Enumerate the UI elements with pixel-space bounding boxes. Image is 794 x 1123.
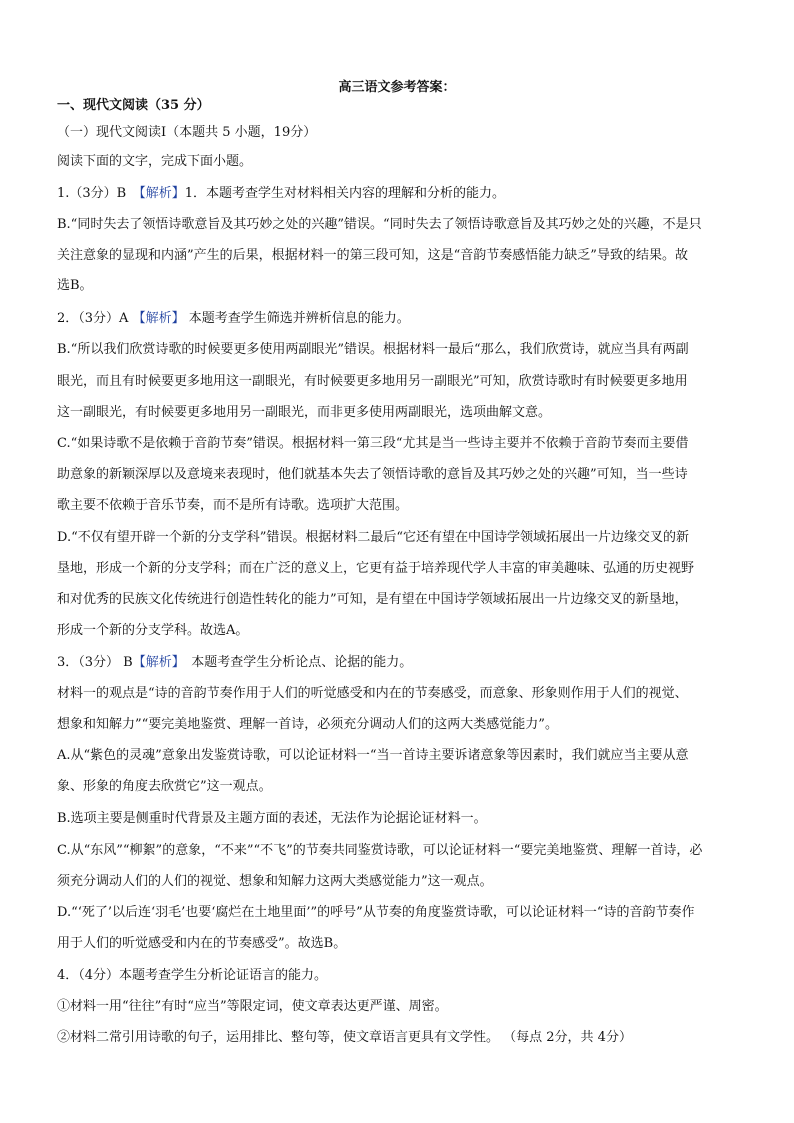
q1-answer: 1.（3分）B xyxy=(57,186,127,201)
q2-line: B.“所以我们欣赏诗歌的时候要更多使用两副眼光”错误。根据材料一最后“那么，我们欣赏诗，就应当具有两副 xyxy=(57,342,689,357)
q3-analysis-tag: 【解析】 xyxy=(132,655,179,670)
q1-heading xyxy=(57,184,747,204)
q1-line: B.“同时失去了领悟诗歌意旨及其巧妙之处的兴趣”错误。“同时失去了领悟诗歌意旨及其巧妙之处的兴趣，不是只 xyxy=(57,217,702,232)
q3-line: 想象和知解力”“要完美地鉴赏、理解一首诗，必须充分调动人们的这两大类感觉能力”。 xyxy=(57,717,558,732)
q4-heading: 4．（4分）本题考查学生分析论证语言的能力。 xyxy=(57,968,328,983)
q3-line: D.“‘死了’以后连‘羽毛’也要‘腐烂在土地里面’”的呼号”从节奏的角度鉴赏诗歌，可以论证材料一“诗的音韵节奏作 xyxy=(57,905,695,920)
q2-line: C.“如果诗歌不是依赖于音韵节奏”错误。根据材料一第三段“尤其是当一些诗主要并不依赖于音韵节奏而主要借 xyxy=(57,436,689,451)
q2-line: 助意象的新颖深厚以及意境来表现时，他们就基本失去了领悟诗歌的意旨及其巧妙之处的兴趣”可知，当一些诗 xyxy=(57,467,688,482)
document-title: 高三语文参考答案： xyxy=(338,80,456,95)
q3-answer: 3．（3分） B xyxy=(57,655,133,670)
q2-heading xyxy=(57,309,747,329)
q4-line: ①材料一用“往往”有时“应当”等限定词，使文章表达更严谨、周密。 xyxy=(57,999,448,1014)
q2-line: 形成一个新的分支学科。故选A。 xyxy=(57,623,249,638)
q1-line: 选B。 xyxy=(57,278,93,293)
q2-line: 这一副眼光，有时候要更多地用另一副眼光，而非更多使用两副眼光，选项曲解文意。 xyxy=(57,405,552,420)
section-heading: 一、现代文阅读（35 分） xyxy=(57,98,210,113)
q2-line: 歌主要不依赖于音乐节奏，而不是所有诗歌。选项扩大范围。 xyxy=(57,498,409,513)
q2-line: D.“不仅有望开辟一个新的分支学科”错误。根据材料二最后“它还有望在中国诗学领域拓展出一片边缘交叉的新 xyxy=(57,530,690,545)
q2-line: 和对优秀的民族文化传统进行创造性转化的能力”可知，是有望在中国诗学领域拓展出一片边缘交叉的新垦地， xyxy=(57,592,688,607)
q2-line: 眼光，而且有时候要更多地用这一副眼光，有时候要更多地用另一副眼光”可知，欣赏诗歌时有时候要更多地用 xyxy=(57,374,688,389)
q2-answer: 2．（3分）A xyxy=(57,311,129,326)
q2-heading-text: 本题考查学生筛选并辨析信息的能力。 xyxy=(188,311,410,326)
q1-line: 关注意象的显现和内涵”产生的后果，根据材料一的第三段可知，这是“音韵节奏感悟能力缺乏”导致的结果。故 xyxy=(57,248,688,263)
q3-heading-text: 本题考查学生分析论点、论据的能力。 xyxy=(191,655,413,670)
q3-line: 材料一的观点是“诗的音韵节奏作用于人们的听觉感受和内在的节奏感受，而意象、形象则作用于人们的视觉、 xyxy=(57,686,688,701)
q3-line: A.从“紫色的灵魂”意象出发鉴赏诗歌，可以论证材料一“当一首诗主要诉诸意象等因素时，我们就应当主要从意 xyxy=(57,748,689,763)
q3-heading xyxy=(57,653,747,673)
q1-heading-text: 1．本题考查学生对材料相关内容的理解和分析的能力。 xyxy=(184,186,506,201)
q1-analysis-tag: 【解析】 xyxy=(139,186,185,201)
q3-line: 须充分调动人们的人们的视觉、想象和知解力这两大类感觉能力”这一观点。 xyxy=(57,874,493,889)
q3-line: C.从“东风”“柳絮”的意象，“不来”“不飞”的节奏共同鉴赏诗歌，可以论证材料一“要完美地鉴赏、理解一首诗，必 xyxy=(57,843,703,858)
q3-line: 用于人们的听觉感受和内在的节奏感受”。故选B。 xyxy=(57,936,347,951)
q2-line: 垦地，形成一个新的分支学科；而在广泛的意义上，它更有益于培养现代学人丰富的审美趣味、弘通的历史视野 xyxy=(57,561,695,576)
q4-line: ②材料二常引用诗歌的句子，运用排比、整句等，使文章语言更具有文学性。 （每点 2分，共 4分） xyxy=(57,1030,632,1045)
intro-text: 阅读下面的文字，完成下面小题。 xyxy=(57,154,253,169)
q3-line: B.选项主要是侧重时代背景及主题方面的表述，无法作为论据论证材料一。 xyxy=(57,811,487,826)
q2-analysis-tag: 【解析】 xyxy=(132,311,185,326)
subsection-heading: （一）现代文阅读Ⅰ（本题共 5 小题，19分） xyxy=(57,125,317,140)
q3-line: 象、形象的角度去欣赏它”这一观点。 xyxy=(57,779,272,794)
